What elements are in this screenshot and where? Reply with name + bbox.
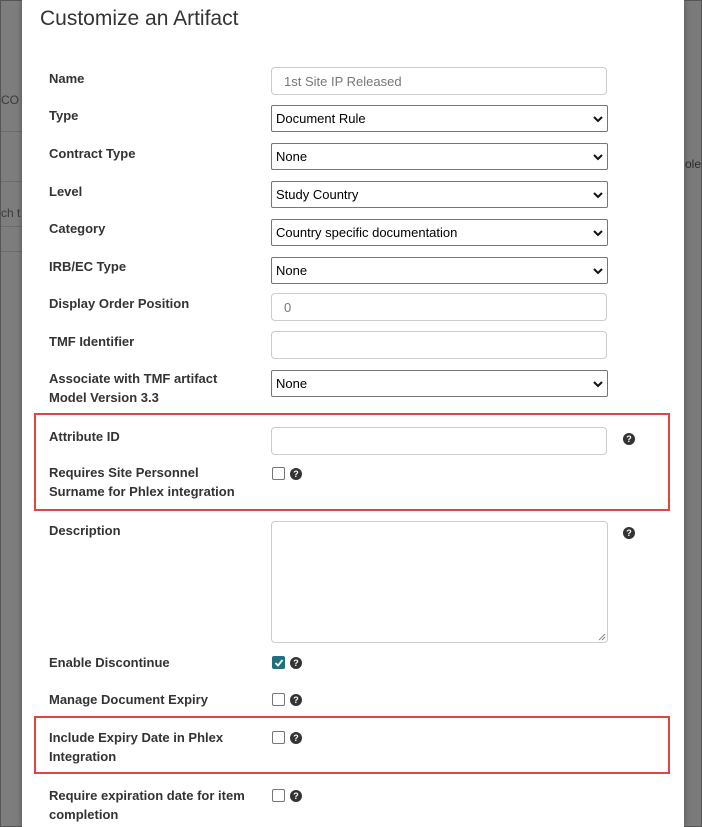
associate-tmf-label-line2: Model Version 3.3 [49,390,159,405]
help-icon[interactable]: ? [290,790,302,802]
irb-ec-type-select-value: None [276,263,308,278]
chevron-down-icon [593,266,603,276]
category-label: Category [49,221,106,236]
resize-grip-icon[interactable] [597,632,606,641]
background-button-fragment: ole [685,157,702,171]
require-expiration-date-label [49,786,245,824]
field-row-contract-type [22,143,684,170]
field-row-irb-ec-type [22,257,684,284]
field-row-level [22,181,684,208]
type-select-value: Document Rule [276,111,366,126]
background-search-fragment: ch t [1,206,21,220]
help-icon[interactable]: ? [290,468,302,480]
help-icon[interactable]: ? [290,657,302,669]
background-app-left [1,1,23,827]
display-order-input[interactable] [271,293,607,321]
tmf-identifier-input[interactable] [271,331,607,359]
requires-site-personnel-label [49,463,235,501]
associate-tmf-label [49,369,217,407]
display-order-label: Display Order Position [49,296,190,311]
requires-site-personnel-label-line2: Surname for Phlex integration [49,484,235,499]
category-select[interactable] [271,219,608,246]
help-icon[interactable]: ? [623,527,635,539]
require-expiration-date-label-line1: Require expiration date for item [49,788,245,803]
requires-site-personnel-checkbox[interactable] [272,467,285,480]
modal-title: Customize an Artifact [40,7,239,30]
requires-site-personnel-label-line1: Requires Site Personnel [49,465,199,480]
require-expiration-date-checkbox[interactable] [272,789,285,802]
attribute-id-label: Attribute ID [49,429,120,444]
chevron-down-icon [593,190,603,200]
background-divider [1,131,23,132]
background-title-fragment: CO [1,93,19,107]
name-label: Name [49,71,85,86]
background-divider [1,226,23,227]
irb-ec-type-label: IRB/EC Type [49,259,127,274]
tmf-identifier-label: TMF Identifier [49,334,135,349]
contract-type-select-value: None [276,149,308,164]
description-textarea[interactable] [271,521,608,643]
level-label: Level [49,184,83,199]
irb-ec-type-select[interactable] [271,257,608,284]
level-select[interactable] [271,181,608,208]
field-row-description [22,520,684,642]
associate-tmf-select-value: None [276,376,308,391]
name-input[interactable] [271,67,607,95]
chevron-down-icon [593,228,603,238]
enable-discontinue-checkbox[interactable] [272,656,285,669]
attribute-id-input[interactable] [271,427,607,455]
background-divider [1,251,23,252]
include-expiry-date-label [49,728,223,766]
help-icon[interactable]: ? [290,694,302,706]
chevron-down-icon [593,114,603,124]
manage-document-expiry-checkbox[interactable] [272,693,285,706]
field-row-associate-tmf [22,369,684,405]
background-divider [1,181,23,182]
associate-tmf-select[interactable] [271,370,608,397]
include-expiry-date-label-line2: Integration [49,749,117,764]
customize-artifact-modal [22,0,684,827]
include-expiry-date-label-line1: Include Expiry Date in Phlex [49,730,224,745]
help-icon[interactable]: ? [290,732,302,744]
contract-type-select[interactable] [271,143,608,170]
enable-discontinue-label: Enable Discontinue [49,655,170,670]
require-expiration-date-label-line2: completion [49,807,119,822]
type-select[interactable] [271,105,608,132]
field-row-type [22,105,684,132]
contract-type-label: Contract Type [49,146,136,161]
background-app-right [685,1,702,827]
level-select-value: Study Country [276,187,359,202]
chevron-down-icon [593,152,603,162]
type-label: Type [49,108,79,123]
chevron-down-icon [593,379,603,389]
field-row-category [22,219,684,246]
description-label: Description [49,523,121,538]
checkmark-icon [274,658,284,668]
manage-document-expiry-label: Manage Document Expiry [49,692,208,707]
associate-tmf-label-line1: Associate with TMF artifact [49,371,218,386]
category-select-value: Country specific documentation [276,225,458,240]
include-expiry-date-checkbox[interactable] [272,731,285,744]
help-icon[interactable]: ? [623,433,635,445]
